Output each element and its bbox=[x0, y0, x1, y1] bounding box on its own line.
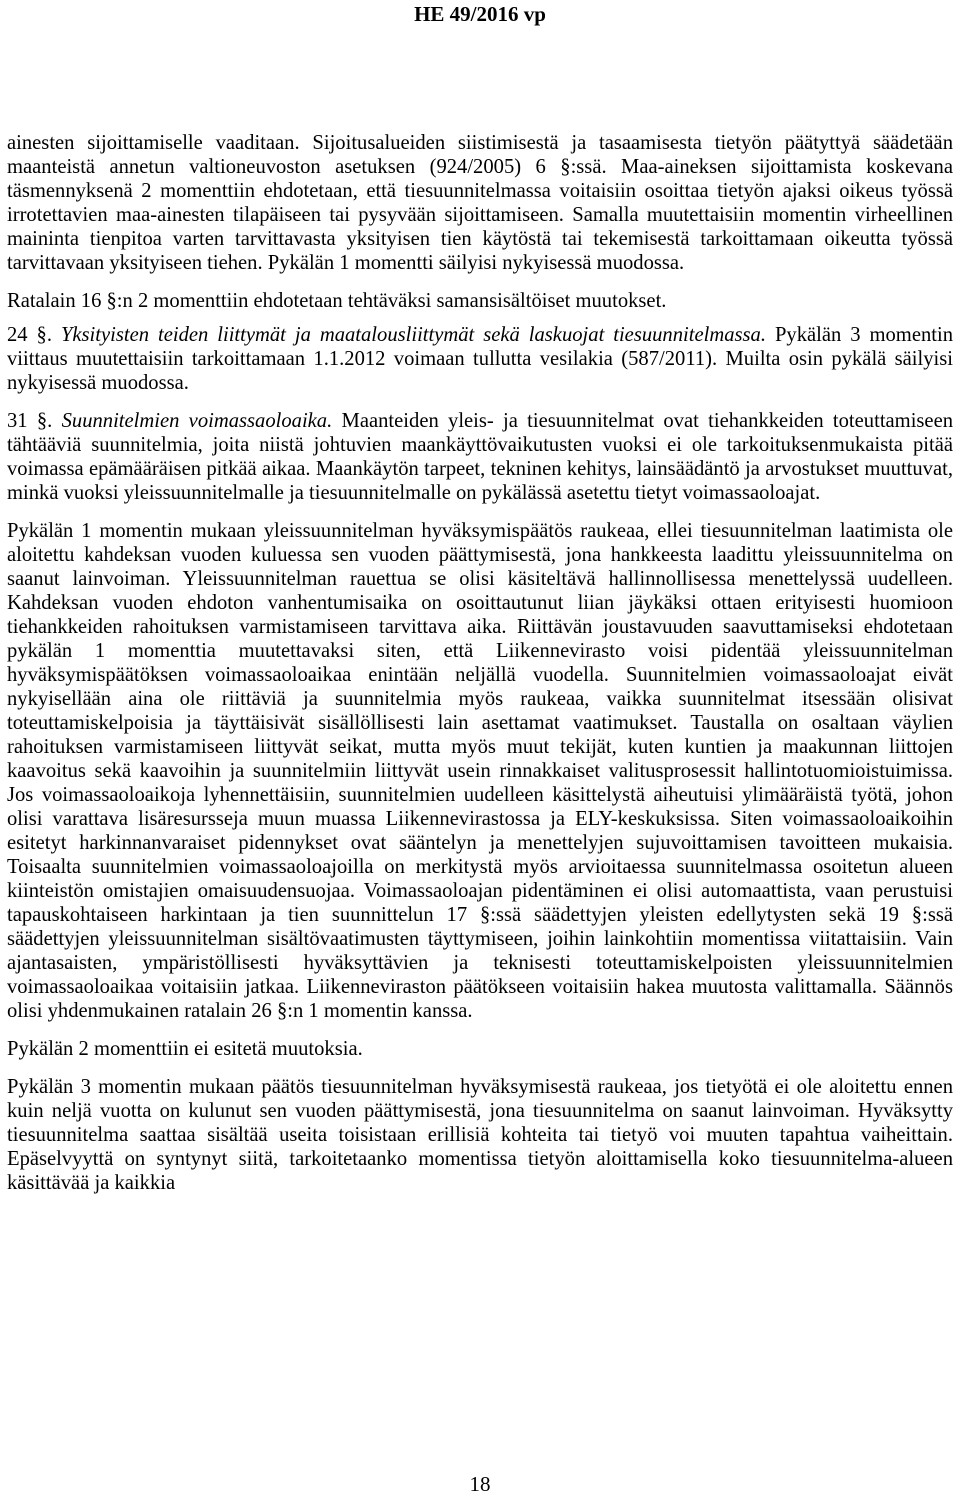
page-number-text: 18 bbox=[469, 1472, 491, 1496]
paragraph: ainesten sijoittamiselle vaaditaan. Sijoitusalueiden siistimisestä ja tasaamisesta tietyön päätyttyä säädetään maanteistä annetun valtioneuvoston asetuksen (924/2005) 6 §:ssä. Maa-aineksen sijoittamista koskevana täsmennyksenä 2 momenttiin ehdotetaan, että tiesuunnitelmassa voitaisiin osoittaa tietyön ajaksi oikeus työssä irrotettavien maa-ainesten tilapäiseen tai pysyvään sijoittamiseen. Samalla muutettaisiin momentin virheellinen maininta tienpitoa varten tarvittavasta yksityisen tien käytöstä tai tekemisestä tarkoittamaan oikeutta työssä tarvittavaan yksityiseen tiehen. Pykälän 1 momentti säilyisi nykyisessä muodossa. bbox=[7, 132, 953, 274]
paragraph: Ratalain 16 §:n 2 momenttiin ehdotetaan tehtäväksi samansisältöiset muutokset. bbox=[7, 290, 667, 312]
section-title: Yksityisten teiden liittymät ja maatalousliittymät sekä laskuojat tiesuunnitelmassa. bbox=[60, 324, 766, 346]
section-text: Pykälän 3 momentin viittaus muutettaisiin tarkoittamaan 1.1.2012 voimaan tullutta vesilakia (587/2011). Muilta osin pykälä säilyisi nykyisessä muodossa. bbox=[7, 324, 953, 394]
section-number: 31 §. bbox=[7, 410, 53, 432]
paragraph: Pykälän 1 momentin mukaan yleissuunnitelman hyväksymispäätös raukeaa, ellei tiesuunnitelman laatimista ole aloitettu kahdeksan vuoden kuluessa sen vuoden päättymisestä, jona hankkeesta laadittu yleissuunnitelma on saanut lainvoiman. Yleissuunnitelman rauettua se olisi käsiteltävä hallinnollisessa menettelyssä uudelleen. Kahdeksan vuoden ehdoton vanhentumisaika on osoittautunut liian jäykäksi ottaen erityisesti huomioon tiehankkeiden rahoituksen varmistamiseen tarvittava aika. Riittävän joustavuuden saavuttamiseksi ehdotetaan pykälän 1 momenttia muutettavaksi siten, että Liikennevirasto voisi pidentää yleissuunnitelman hyväksymispäätöksen voimassaoloaikaa enintään neljällä vuodella. Suunnitelmien voimassaoloajat eivät nykyisellään aina ole riittäviä ja suunnitelmia myös raukeaa, vaikka suunnitelmat itsessään olisivat toteuttamiskelpoisia ja täyttäisivät sisällöllisesti lain asettamat vaatimukset. Taustalla on osaltaan väylien rahoituksen varmistamiseen liittyvät seikat, mutta myös muut tekijät, kuten kuntien ja maakunnan liittojen kaavoitus sekä kaavoihin ja suunnitelmiin liittyvät usein rinnakkaiset valitusprosessit hallintotuomioistuimissa. Jos voimassaoloaikoja lyhennettäisiin, suunnitelmien uudelleen käsittelystä aiheutuisi ylimääräistä työtä, johon olisi varattava lisäresursseja muun muassa Liikennevirastossa ja ELY-keskuksissa. Siten voimassaoloaikoihin esitetyt harkinnanvaraiset pidennykset ovat sääntelyn ja menettelyjen sujuvoittamisen tavoitteen mukaisia. Toisaalta suunnitelmien voimassaoloajoilla on merkitystä myös arvioitaessa suunnitelmassa osoitetun alueen kiinteistön omistajien omaisuudensuojaa. Voimassaoloajan pidentäminen ei olisi automaattista, vaan perustuisi tapauskohtaiseen harkintaan ja tien suunnittelun 17 §:ssä säädettyjen yleisten edellytysten sekä 19 §:ssä säädettyjen yleissuunnitelman sisältövaatimusten täyttymiseen, joihin lainkohtiin momentissa viitattaisiin. Vain ajantasaisten, ympäristöllisesti hyväksyttävien ja teknisesti toteuttamiskelpoisten yleissuunnitelmien voimassaoloaikaa voitaisiin jatkaa. Liikenneviraston päätökseen voitaisiin hakea muutosta valittamalla. Säännös olisi yhdenmukainen ratalain 26 §:n 1 momentin kanssa. bbox=[7, 520, 953, 1022]
section-number: 24 §. bbox=[7, 324, 52, 346]
document-header bbox=[0, 0, 960, 28]
section-31-paragraph bbox=[7, 409, 953, 505]
page-number bbox=[0, 1472, 960, 1496]
paragraph: Pykälän 3 momentin mukaan päätös tiesuunnitelman hyväksymisestä raukeaa, jos tietyötä ei ole aloitettu ennen kuin neljä vuotta on kulunut sen vuoden päättymisestä, jona tiesuunnitelma on saanut lainvoiman. Hyväksytty tiesuunnitelma saattaa sisältää useita toisistaan erillisiä kohteita tai tietyö voi muuten tapahtua vaiheittain. Epäselvyyttä on syntynyt siitä, tarkoitetaanko momentissa tietyön aloittamisella koko tiesuunnitelma-alueen käsittävää ja kaikkia bbox=[7, 1076, 953, 1194]
section-24-paragraph bbox=[7, 323, 953, 395]
section-text: Maanteiden yleis- ja tiesuunnitelmat ovat tiehankkeiden toteuttamiseen tähtääviä suunnitelmia, joita niistä johtuvien maankäyttövaikutusten vuoksi ei ole tarkoituksenmukaista pitää voimassa epämääräisen pitkää aikaa. Maankäytön tarpeet, tekninen kehitys, lainsäädäntö ja arvostukset muuttuvat, minkä vuoksi yleissuunnitelmalle ja tiesuunnitelmalle on pykälässä asetettu tietyt voimassaoloajat. bbox=[7, 410, 954, 504]
document-id: HE 49/2016 vp bbox=[414, 2, 546, 26]
document-body bbox=[7, 131, 953, 1209]
paragraph: Pykälän 2 momenttiin ei esitetä muutoksia. bbox=[7, 1038, 363, 1060]
section-title: Suunnitelmien voimassaoloaika. bbox=[61, 410, 333, 432]
